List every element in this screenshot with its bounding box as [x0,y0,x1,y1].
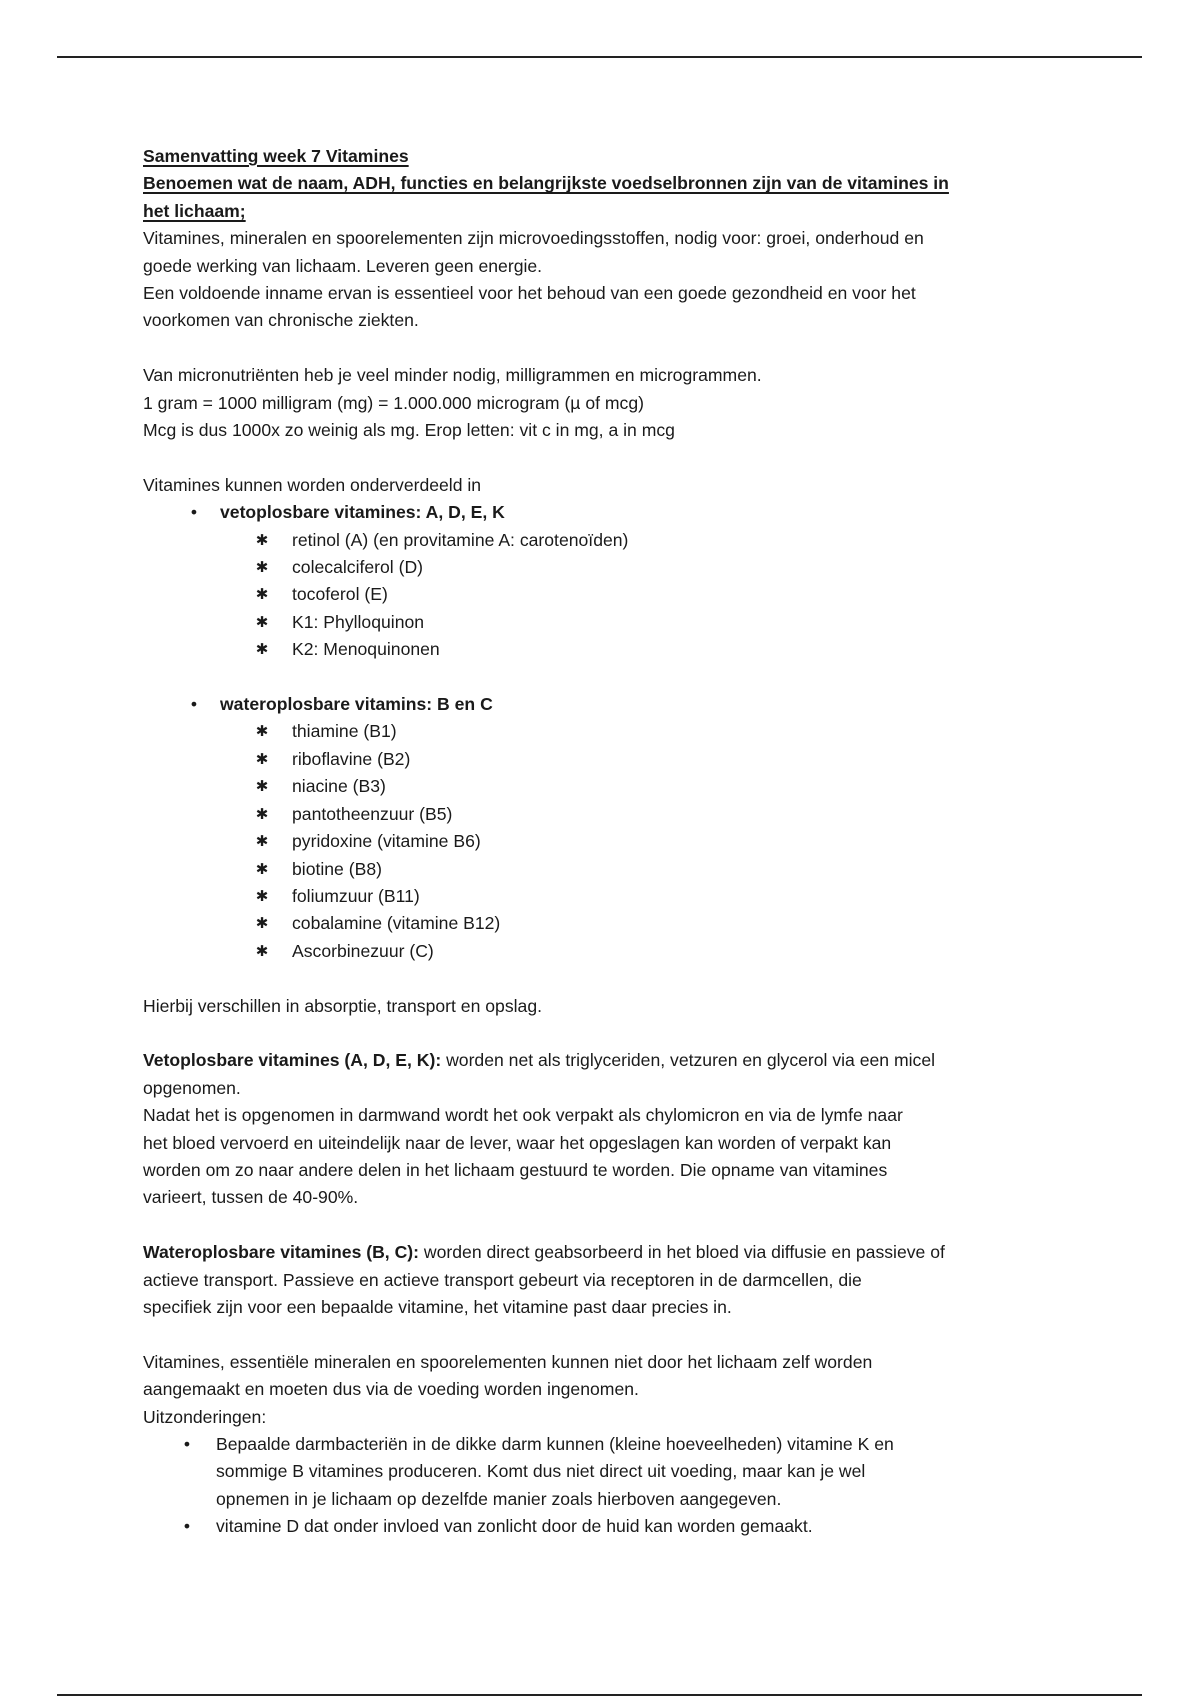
exceptions-list [143,1431,1063,1541]
star-bullet-icon: ✱ [255,531,269,549]
star-bullet-icon: ✱ [255,805,269,823]
micro-line: 1 gram = 1000 milligram (mg) = 1.000.000 microgram (µ of mcg) [143,392,644,413]
list-item [143,801,1063,828]
list-item-text: Ascorbinezuur (C) [292,940,434,961]
vitamin-groups-list-2 [143,691,1063,718]
list-item [143,609,1063,636]
star-bullet-icon: ✱ [255,778,269,796]
footer-rule [57,1694,1142,1696]
star-bullet-icon: ✱ [255,887,269,905]
intro-line: Een voldoende inname ervan is essentieel voor het behoud van een goede gezondheid en voor het [143,283,916,304]
fat-section-line: het bloed vervoerd en uiteindelijk naar de lever, waar het opgeslagen kan worden of verpakt kan [143,1132,892,1153]
list-item-text: niacine (B3) [292,776,386,797]
spacer [143,965,1063,992]
star-bullet-icon: ✱ [255,586,269,604]
fat-section-line [143,1047,1063,1074]
water-section-line: actieve transport. Passieve en actieve transport gebeurt via receptoren in de darmcellen, die [143,1269,862,1290]
essential-line: aangemaakt en moeten dus via de voeding worden ingenomen. [143,1379,639,1400]
list-item [143,527,1063,554]
list-item [143,883,1063,910]
bullet-icon: • [183,1516,191,1537]
list-item-text: colecalciferol (D) [292,557,424,578]
list-item-text: K2: Menoquinonen [292,639,440,660]
water-soluble-list [143,718,1063,965]
list-item-text: pyridoxine (vitamine B6) [292,831,481,852]
list-item [143,718,1063,745]
list-item-text: K1: Phylloquinon [292,611,425,632]
star-bullet-icon: ✱ [255,641,269,659]
list-item-text: tocoferol (E) [292,584,388,605]
water-section-line [143,1239,1063,1266]
list-item-text: vitamine D dat onder invloed van zonlicht door de huid kan worden gemaakt. [216,1516,813,1537]
intro-line: Vitamines, mineralen en spoorelementen zijn microvoedingsstoffen, nodig voor: groei, onderhoud en [143,228,924,249]
list-item-text: pantotheenzuur (B5) [292,803,453,824]
list-item-text: thiamine (B1) [292,721,397,742]
micro-line: Mcg is dus 1000x zo weinig als mg. Erop letten: vit c in mg, a in mcg [143,420,675,441]
star-bullet-icon: ✱ [255,723,269,741]
fat-section-line: opgenomen. [143,1077,241,1098]
list-item-text: cobalamine (vitamine B12) [292,913,501,934]
list-item-text: foliumzuur (B11) [292,885,420,906]
water-soluble-label: wateroplosbare vitamins: B en C [220,694,493,715]
document-body [143,143,1063,1541]
list-item [143,636,1063,663]
list-item-text: riboflavine (B2) [292,748,411,769]
list-item-fat-soluble [143,499,1063,526]
document-subheading-line-2: het lichaam; [143,200,246,221]
spacer [143,1321,1063,1348]
list-item [143,581,1063,608]
fat-section-text: worden net als triglyceriden, vetzuren en glycerol via een micel [441,1050,936,1071]
star-bullet-icon: ✱ [255,750,269,768]
intro-line: goede werking van lichaam. Leveren geen energie. [143,255,543,276]
fat-section-label: Vetoplosbare vitamines (A, D, E, K): [143,1050,442,1071]
micro-line: Van micronutriënten heb je veel minder nodig, milligrammen en microgrammen. [143,365,762,386]
spacer [143,444,1063,471]
bullet-icon: • [190,502,198,523]
division-intro: Vitamines kunnen worden onderverdeeld in [143,474,482,495]
star-bullet-icon: ✱ [255,613,269,631]
water-section-line: specifiek zijn voor een bepaalde vitamine, het vitamine past daar precies in. [143,1296,732,1317]
list-item [143,554,1063,581]
header-rule [57,56,1142,58]
bullet-icon: • [190,694,198,715]
star-bullet-icon: ✱ [255,942,269,960]
list-item [143,746,1063,773]
list-item [143,773,1063,800]
vitamin-groups-list [143,499,1063,526]
list-item [143,1513,1063,1540]
star-bullet-icon: ✱ [255,860,269,878]
list-item-text: sommige B vitamines produceren. Komt dus niet direct uit voeding, maar kan je wel [216,1461,866,1482]
document-heading: Samenvatting week 7 Vitamines [143,146,409,166]
water-section-label: Wateroplosbare vitamines (B, C): [143,1242,420,1263]
spacer [143,1020,1063,1047]
list-item [143,1431,1063,1513]
list-item [143,938,1063,965]
list-item-water-soluble [143,691,1063,718]
list-item-text: opnemen in je lichaam op dezelfde manier zoals hierboven aangegeven. [216,1488,782,1509]
spacer [143,1212,1063,1239]
fat-soluble-list [143,527,1063,664]
list-item [143,910,1063,937]
star-bullet-icon: ✱ [255,915,269,933]
fat-soluble-label: vetoplosbare vitamines: A, D, E, K [220,502,505,523]
intro-line: voorkomen van chronische ziekten. [143,310,419,331]
star-bullet-icon: ✱ [255,833,269,851]
spacer [143,335,1063,362]
document-subheading-line-1: Benoemen wat de naam, ADH, functies en belangrijkste voedselbronnen zijn van de vitamines in [143,173,949,194]
fat-section-line: worden om zo naar andere delen in het lichaam gestuurd te worden. Die opname van vitamines [143,1159,888,1180]
fat-section-line: varieert, tussen de 40-90%. [143,1187,359,1208]
spacer [143,664,1063,691]
essential-line: Uitzonderingen: [143,1406,267,1427]
star-bullet-icon: ✱ [255,559,269,577]
list-item-text: biotine (B8) [292,858,382,879]
differences-line: Hierbij verschillen in absorptie, transport en opslag. [143,995,542,1016]
list-item [143,828,1063,855]
essential-line: Vitamines, essentiële mineralen en spoorelementen kunnen niet door het lichaam zelf worden [143,1351,873,1372]
list-item-text: Bepaalde darmbacteriën in de dikke darm kunnen (kleine hoeveelheden) vitamine K en [216,1433,894,1454]
list-item [143,856,1063,883]
list-item-text: retinol (A) (en provitamine A: carotenoïden) [292,529,629,550]
fat-section-line: Nadat het is opgenomen in darmwand wordt het ook verpakt als chylomicron en via de lymfe naar [143,1105,903,1126]
bullet-icon: • [183,1433,191,1454]
water-section-text: worden direct geabsorbeerd in het bloed via diffusie en passieve of [419,1242,945,1263]
